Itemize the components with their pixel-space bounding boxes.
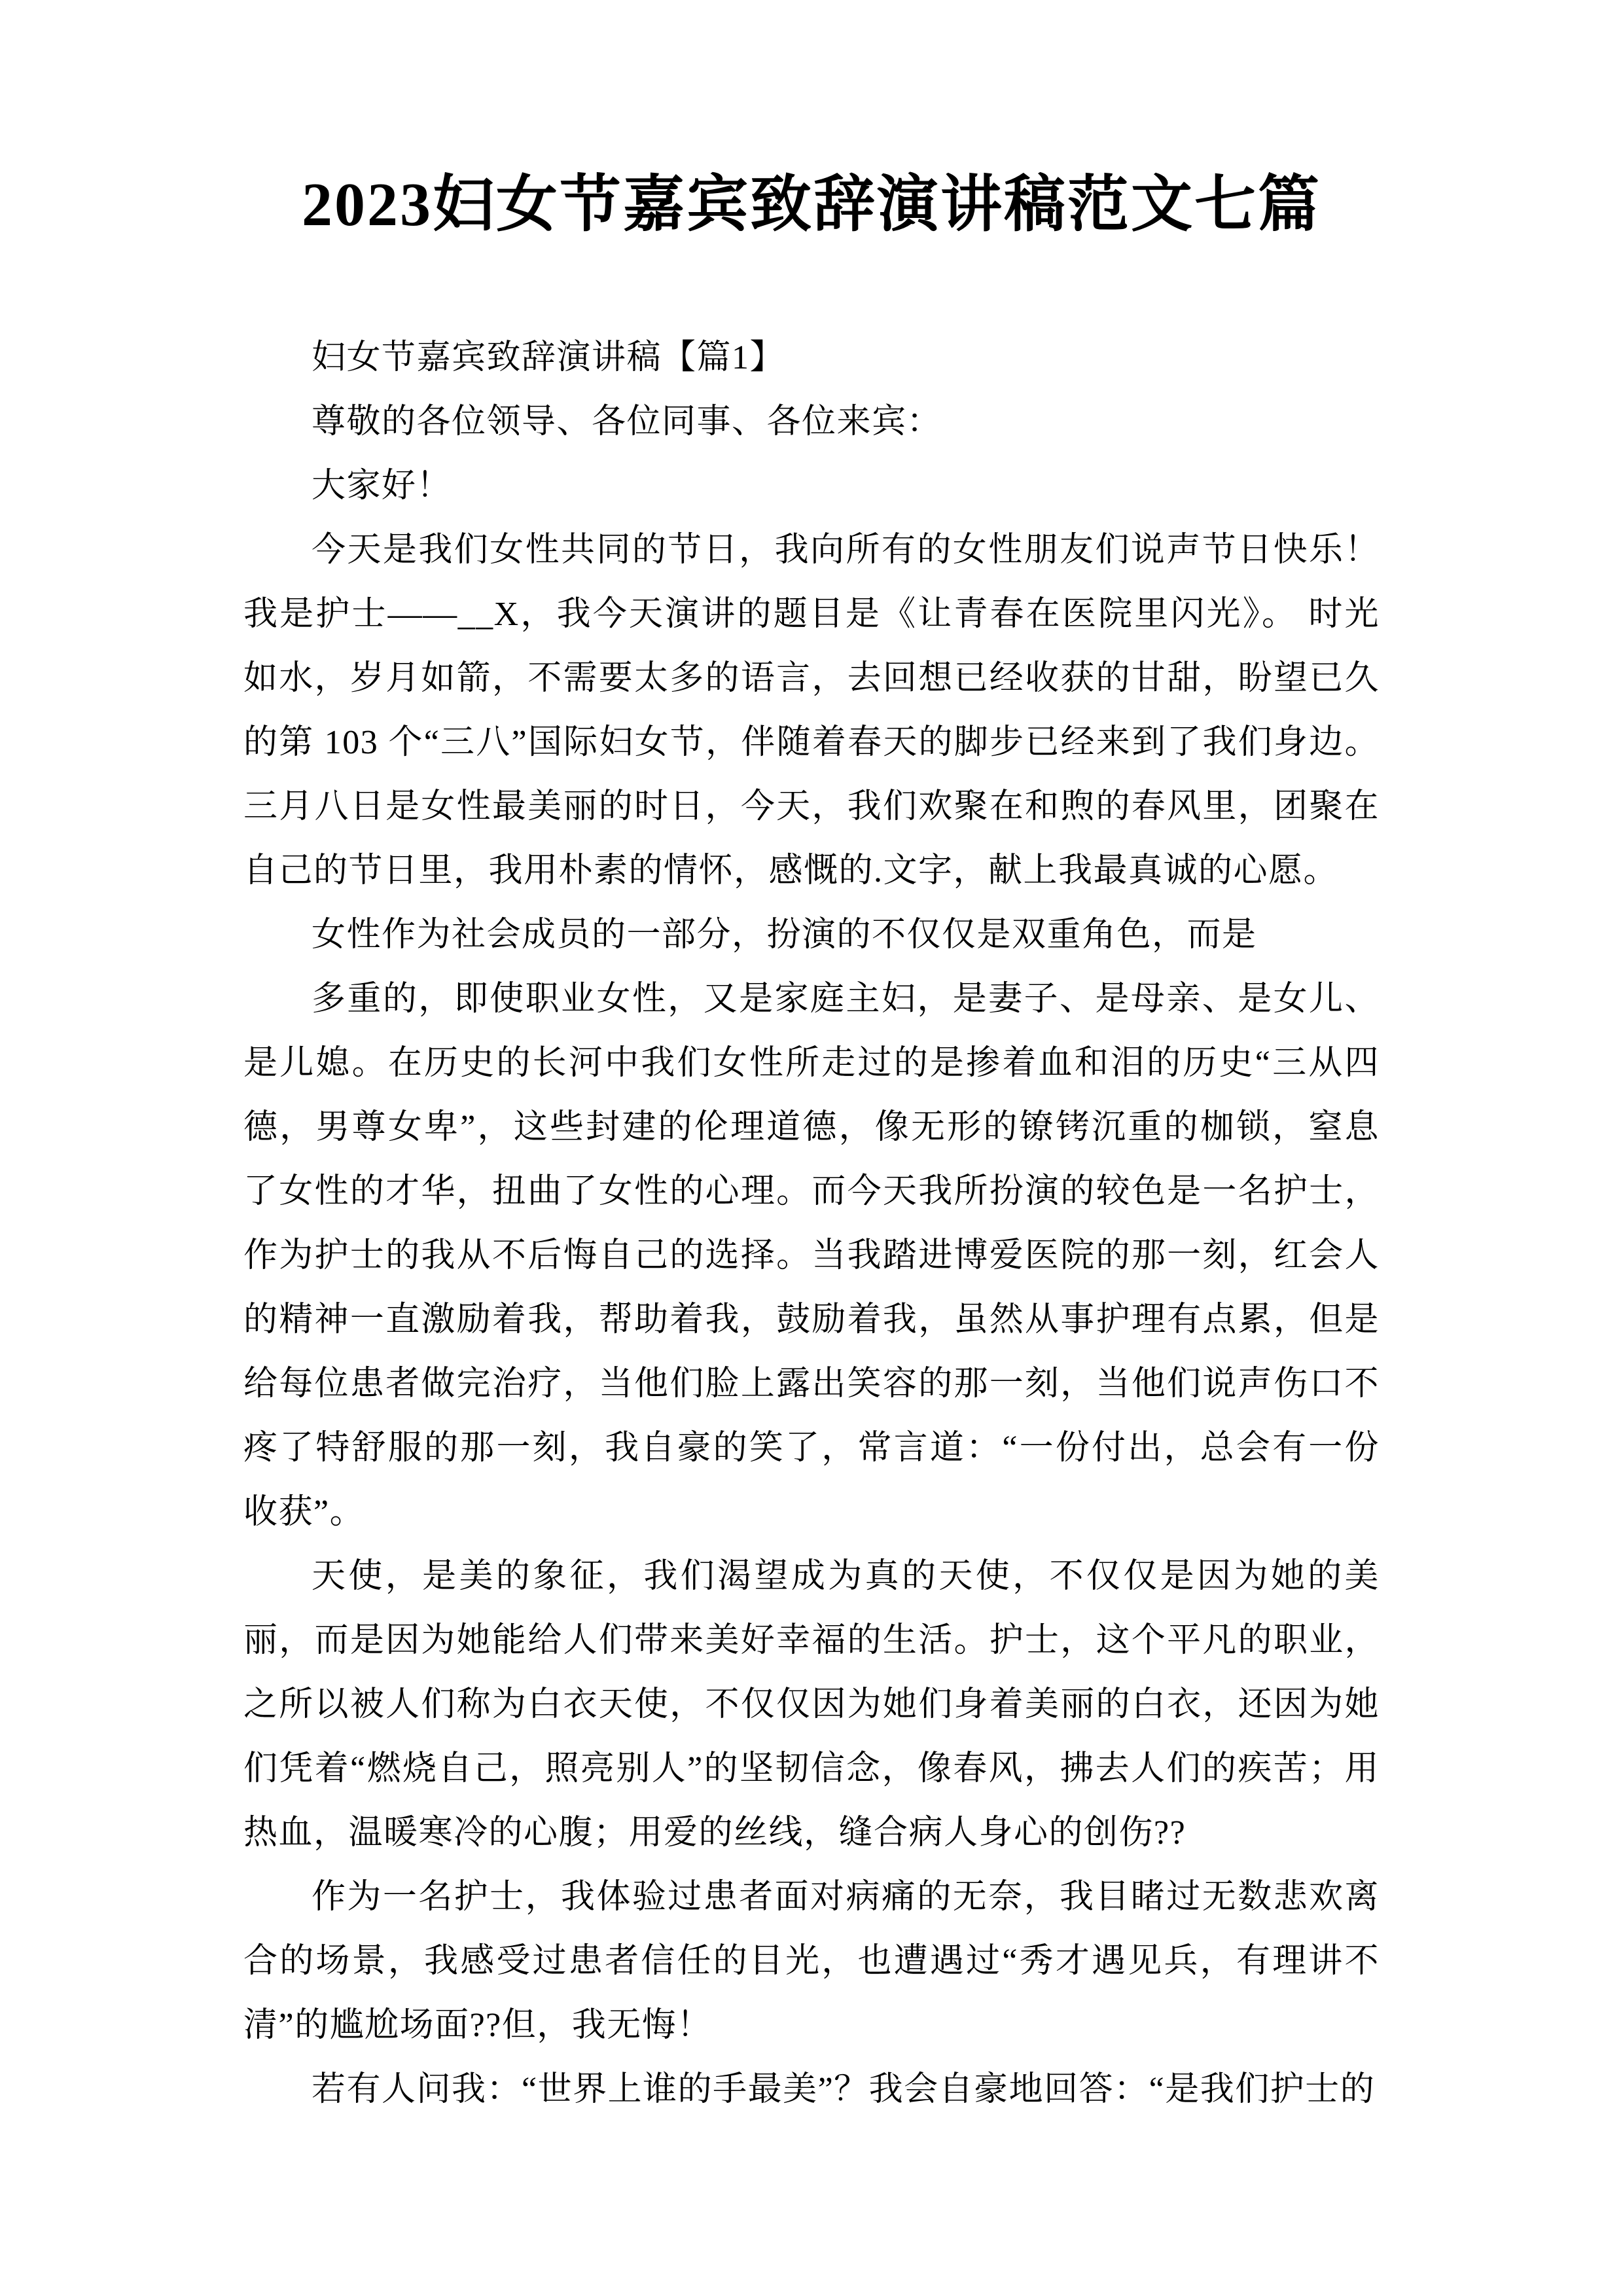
paragraph-salutation: 尊敬的各位领导、各位同事、各位来宾： (312, 403, 942, 440)
paragraph: 今天是我们女性共同的节日，我向所有的女性朋友们说声节日快乐！我是护士——__X，我今天演讲的题目是《让青春在医院里闪光》。 时光如水，岁月如箭，不需要太多的语言，去回想已经收获的甘甜，盼望已久的第 103 个“三八”国际妇女节，伴随着春天的脚步已经来到了我们身边。三月八日是女性最美丽的时日，今天，我们欢聚在和煦的春风里，团聚在自己的节日里，我用朴素的情怀，感慨的.文字，献上我最真诚的心愿。 (243, 531, 1380, 889)
paragraph: 多重的，即使职业女性，又是家庭主妇，是妻子、是母亲、是女儿、是儿媳。在历史的长河中我们女性所走过的是掺着血和泪的历史“三从四德，男尊女卑”，这些封建的伦理道德，像无形的镣铐沉重的枷锁，窒息了女性的才华，扭曲了女性的心理。而今天我所扮演的较色是一名护士，作为护士的我从不后悔自己的选择。当我踏进博爱医院的那一刻，红会人的精神一直激励着我，帮助着我，鼓励着我，虽然从事护理有点累，但是给每位患者做完治疗，当他们脸上露出笑容的那一刻，当他们说声伤口不疼了特舒服的那一刻，我自豪的笑了，常言道：“一份付出，总会有一份收获”。 (243, 980, 1380, 1531)
paragraph: 作为一名护士，我体验过患者面对病痛的无奈，我目睹过无数悲欢离合的场景，我感受过患者信任的目光，也遭遇过“秀才遇见兵，有理讲不清”的尴尬场面??但，我无悔！ (243, 1878, 1380, 2044)
paragraph: 天使，是美的象征，我们渴望成为真的天使，不仅仅是因为她的美丽，而是因为她能给人们带来美好幸福的生活。护士，这个平凡的职业，之所以被人们称为白衣天使，不仅仅因为她们身着美丽的白衣，还因为她们凭着“燃烧自己，照亮别人”的坚韧信念，像春风，拂去人们的疾苦；用热血，温暖寒冷的心腹；用爱的丝线，缝合病人身心的创伤?? (243, 1557, 1380, 1852)
document-title: 2023妇女节嘉宾致辞演讲稿范文七篇 (301, 171, 1321, 239)
document-body (243, 326, 1380, 2122)
paragraph-heading: 妇女节嘉宾致辞演讲稿【篇1】 (312, 338, 785, 376)
paragraph: 若有人问我：“世界上谁的手最美”？我会自豪地回答：“是我们护士的 (312, 2070, 1376, 2108)
paragraph-greeting: 大家好！ (312, 467, 452, 505)
paragraph: 女性作为社会成员的一部分，扮演的不仅仅是双重角色，而是 (312, 916, 1257, 954)
